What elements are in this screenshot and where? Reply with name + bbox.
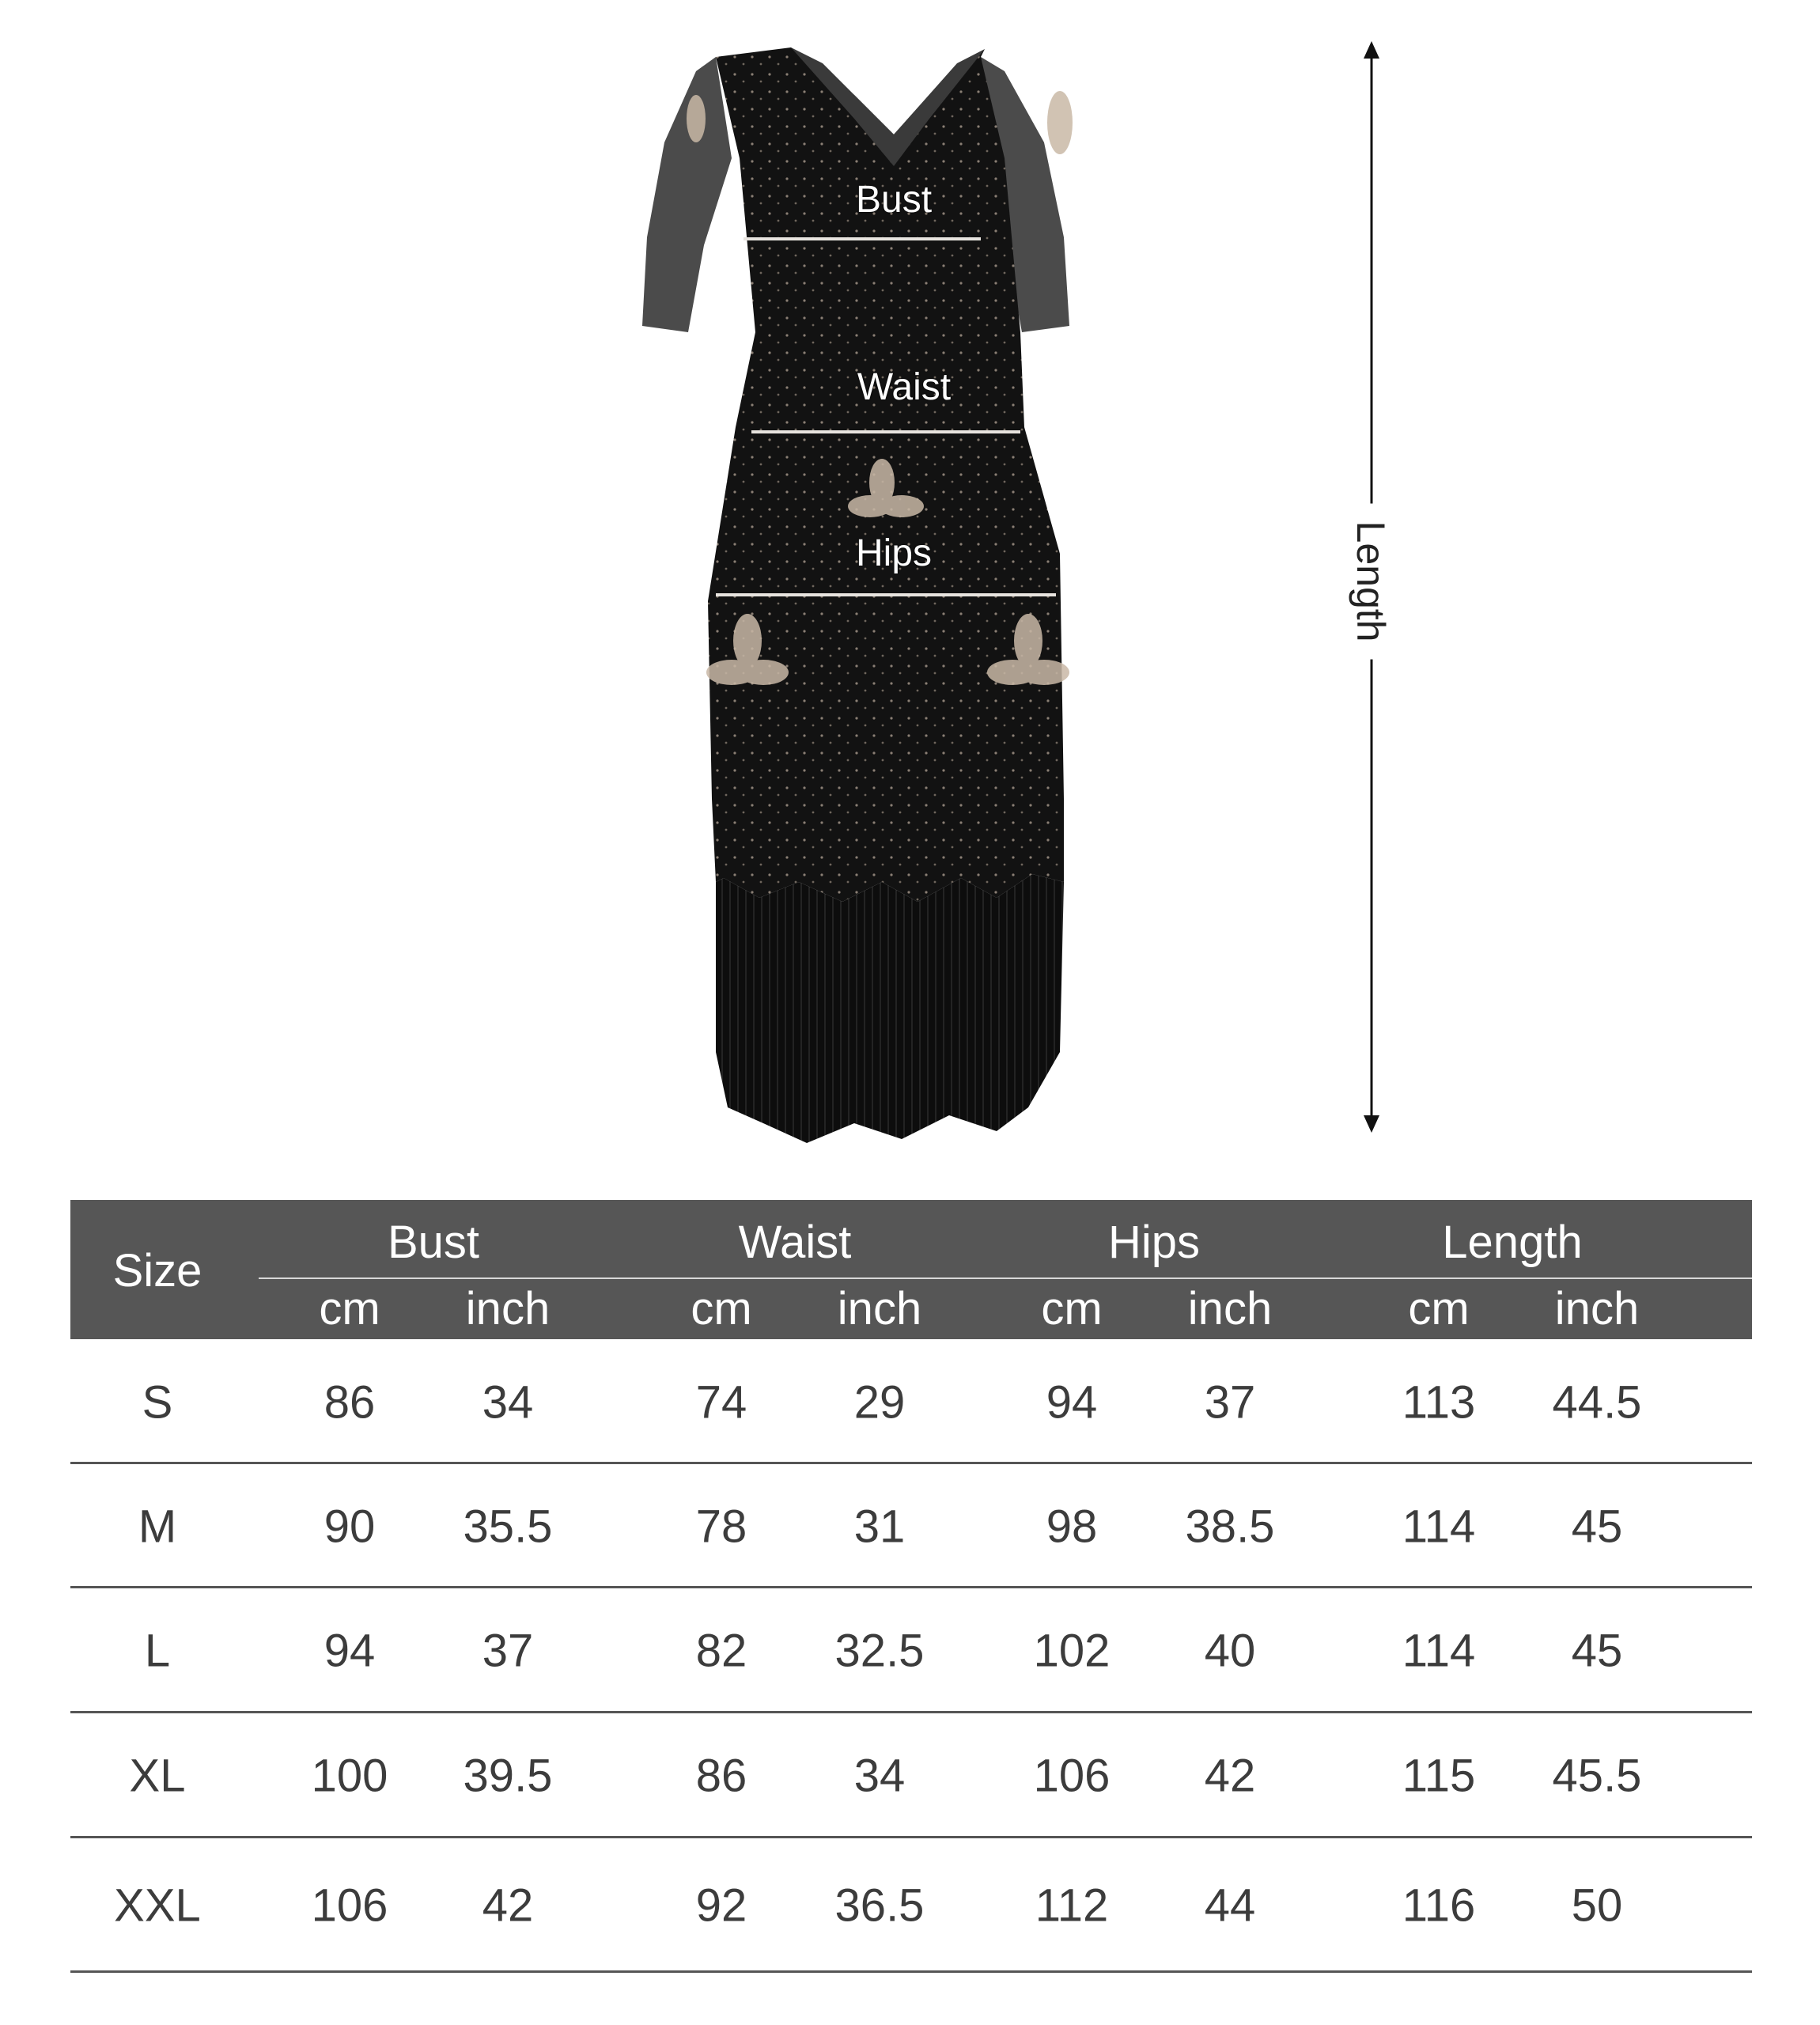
- value-cell: 42: [1204, 1750, 1256, 1802]
- value-cell: 50: [1571, 1879, 1623, 1932]
- row-divider: [70, 1970, 1752, 1973]
- value-cell: 32.5: [834, 1625, 925, 1677]
- value-cell: 45: [1571, 1501, 1623, 1553]
- value-cell: 94: [1046, 1376, 1098, 1429]
- hips-measure-line: [716, 593, 1056, 596]
- value-cell: 45.5: [1552, 1750, 1642, 1802]
- value-cell: 34: [482, 1376, 534, 1429]
- group-header-length: Length: [1442, 1217, 1583, 1268]
- bust-measure-line: [744, 237, 981, 240]
- value-cell: 92: [695, 1879, 747, 1932]
- waist-label: Waist: [857, 366, 952, 408]
- value-cell: 45: [1571, 1625, 1623, 1677]
- value-cell: 98: [1046, 1501, 1098, 1553]
- value-cell: 106: [1033, 1750, 1111, 1802]
- value-cell: 115: [1402, 1750, 1476, 1802]
- value-cell: 86: [695, 1750, 747, 1802]
- unit-header: inch: [465, 1283, 551, 1334]
- size-cell: XL: [129, 1750, 186, 1802]
- value-cell: 94: [324, 1625, 376, 1677]
- bust-label: Bust: [855, 179, 933, 221]
- value-cell: 40: [1204, 1625, 1256, 1677]
- value-cell: 44.5: [1552, 1376, 1642, 1429]
- unit-header: cm: [691, 1283, 752, 1334]
- value-cell: 42: [482, 1879, 534, 1932]
- table-row: [70, 1463, 1752, 1588]
- value-cell: 102: [1033, 1625, 1111, 1677]
- group-header-waist: Waist: [738, 1217, 852, 1268]
- value-cell: 31: [853, 1501, 906, 1553]
- table-row: [70, 1339, 1752, 1463]
- value-cell: 29: [853, 1376, 906, 1429]
- header-divider: [259, 1277, 1752, 1279]
- value-cell: 34: [853, 1750, 906, 1802]
- group-header-bust: Bust: [387, 1217, 480, 1268]
- size-chart-table: [70, 1200, 1752, 1995]
- size-cell: S: [142, 1376, 173, 1429]
- value-cell: 90: [324, 1501, 376, 1553]
- size-cell: L: [144, 1625, 171, 1677]
- size-header: Size: [112, 1245, 202, 1296]
- table-row: [70, 1838, 1752, 1972]
- size-cell: M: [138, 1501, 177, 1553]
- value-cell: 37: [1204, 1376, 1256, 1429]
- value-cell: 106: [311, 1879, 388, 1932]
- unit-header: inch: [1554, 1283, 1640, 1334]
- value-cell: 44: [1204, 1879, 1256, 1932]
- waist-measure-line: [751, 430, 1020, 433]
- value-cell: 116: [1402, 1879, 1476, 1932]
- value-cell: 38.5: [1185, 1501, 1275, 1553]
- hips-label: Hips: [855, 532, 933, 574]
- table-header: [70, 1200, 1752, 1339]
- unit-header: cm: [319, 1283, 380, 1334]
- value-cell: 86: [324, 1376, 376, 1429]
- table-row: [70, 1588, 1752, 1713]
- value-cell: 39.5: [463, 1750, 553, 1802]
- unit-header: cm: [1408, 1283, 1470, 1334]
- value-cell: 37: [482, 1625, 534, 1677]
- value-cell: 100: [311, 1750, 388, 1802]
- value-cell: 36.5: [834, 1879, 925, 1932]
- value-cell: 112: [1035, 1879, 1109, 1932]
- value-cell: 114: [1402, 1625, 1476, 1677]
- value-cell: 35.5: [463, 1501, 553, 1553]
- group-header-hips: Hips: [1107, 1217, 1201, 1268]
- unit-header: inch: [1187, 1283, 1273, 1334]
- value-cell: 114: [1402, 1501, 1476, 1553]
- value-cell: 78: [695, 1501, 747, 1553]
- unit-header: cm: [1041, 1283, 1103, 1334]
- table-row: [70, 1713, 1752, 1838]
- value-cell: 82: [695, 1625, 747, 1677]
- value-cell: 74: [695, 1376, 747, 1429]
- size-cell: XXL: [114, 1879, 201, 1932]
- length-label: Length: [1348, 504, 1394, 660]
- value-cell: 113: [1402, 1376, 1476, 1429]
- unit-header: inch: [837, 1283, 922, 1334]
